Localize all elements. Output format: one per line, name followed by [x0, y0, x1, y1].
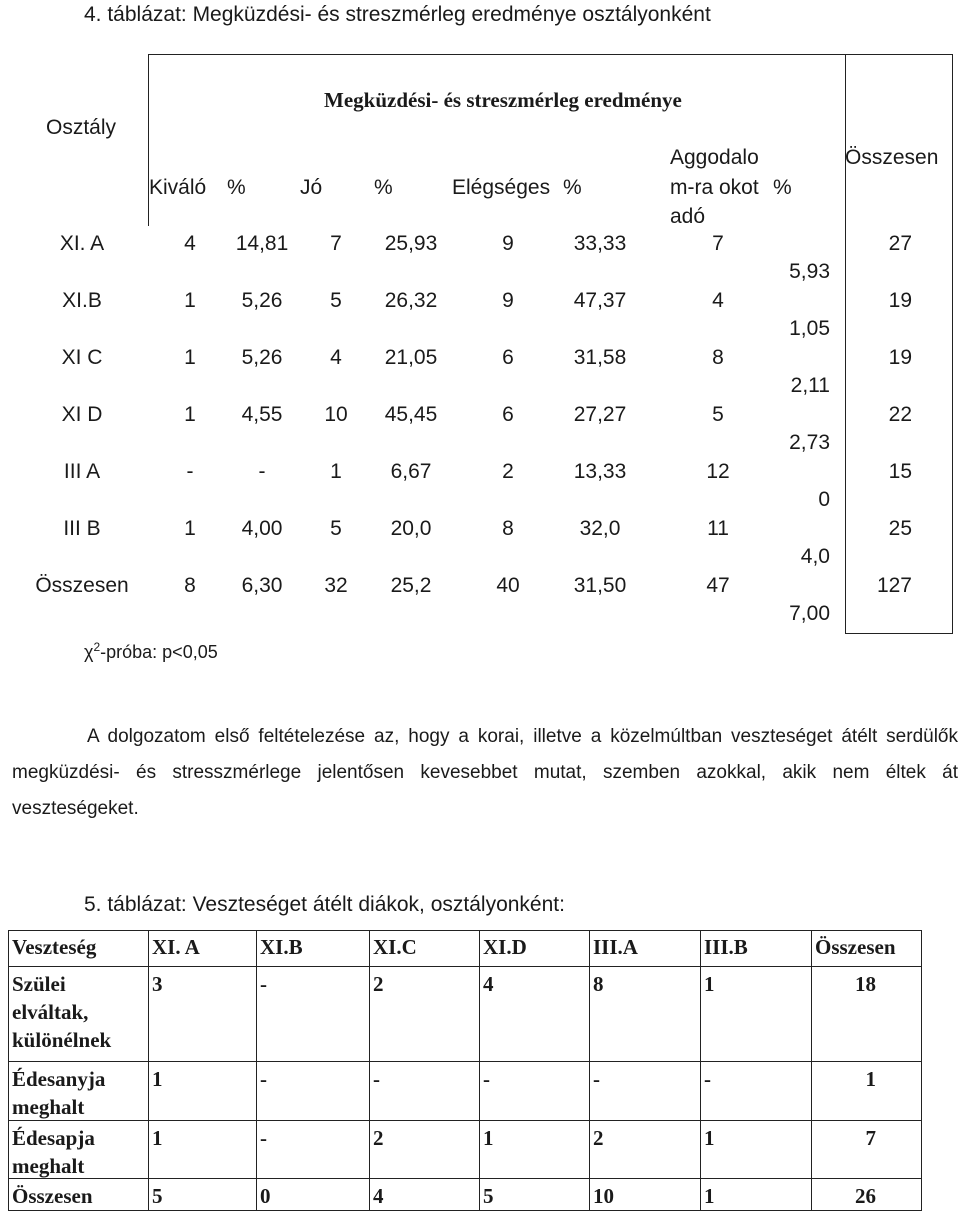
table5-cell: 4 [483, 972, 494, 996]
table4-cell-p1: 4,00 [241, 517, 283, 540]
table5-header-cell: Összesen [815, 935, 896, 959]
table4-cell-c3: 40 [496, 574, 520, 597]
header-worry-line1: Aggodalo [670, 146, 759, 169]
table5-cell: - [593, 1067, 600, 1091]
table5-vline [921, 930, 922, 1211]
table4-cell-c2: 1 [330, 460, 342, 483]
table5-hline [8, 966, 922, 967]
table4-cell-c3: 9 [502, 289, 514, 312]
table5-vline [148, 930, 149, 1211]
table5-cell: 2 [373, 972, 384, 996]
table5-header-cell: XI.B [260, 935, 303, 959]
table5-header-cell: XI.D [483, 935, 527, 959]
table4-cell-c3: 6 [502, 403, 514, 426]
table4-cell-name: XI.B [62, 289, 102, 312]
table4-cell-name: Összesen [35, 574, 129, 597]
table5-cell: 1 [483, 1126, 494, 1150]
table4-border-bottom [845, 633, 953, 634]
table4-cell-c4: 4 [712, 289, 724, 312]
chi-square-note [84, 640, 218, 663]
table4-cell-p3: 33,33 [573, 232, 627, 255]
table5-header-cell: XI.C [373, 935, 417, 959]
table5-cell: - [260, 1126, 267, 1150]
table4-border-left [148, 54, 149, 226]
table4-cell-p2: 45,45 [384, 403, 438, 426]
table5-vline [369, 930, 370, 1211]
table4-cell-c4: 8 [712, 346, 724, 369]
table4-cell-p1: - [258, 460, 266, 483]
table4-cell-c2: 5 [330, 289, 342, 312]
header-pct-worry: % [773, 176, 792, 199]
table4-cell-name: XI D [61, 403, 103, 426]
table4-cell-p3: 47,37 [573, 289, 627, 312]
table4-cell-c1: 4 [184, 232, 196, 255]
table5-row-label: Összesen [12, 1184, 93, 1208]
chi-symbol: χ [84, 642, 94, 662]
table5-hline [8, 1061, 922, 1062]
table4-cell-c3: 2 [502, 460, 514, 483]
table4-cell-p4: 2,11 [790, 374, 830, 397]
table5-vline [256, 930, 257, 1211]
table5-vline [8, 930, 9, 1211]
table4-cell-total: 25 [888, 517, 912, 540]
table5-cell: 1 [152, 1126, 163, 1150]
table4-cell-c4: 47 [706, 574, 730, 597]
body-paragraph [12, 719, 958, 827]
table4-cell-p1: 6,30 [241, 574, 283, 597]
table4-cell-c4: 11 [707, 517, 729, 540]
chi-superscript: 2 [93, 640, 101, 654]
table5-cell: 18 [855, 972, 876, 996]
table4-cell-name: III B [63, 517, 101, 540]
table4-cell-p4: 0 [818, 488, 830, 511]
table4-cell-p4: 7,00 [789, 602, 830, 625]
table4-cell-c2: 7 [330, 232, 342, 255]
table4-cell-c2: 4 [330, 346, 342, 369]
table4-cell-c1: - [186, 460, 194, 483]
table4-cell-name: XI. A [59, 232, 105, 255]
table5-cell: 3 [152, 972, 163, 996]
table4-cell-c3: 8 [502, 517, 514, 540]
table5-hline [8, 930, 922, 931]
table5-header-cell: III.B [704, 935, 748, 959]
table4-cell-p4: 5,93 [789, 260, 830, 283]
table5-cell: 1 [704, 1126, 715, 1150]
table5-cell: 10 [593, 1184, 614, 1208]
table4-border-top [148, 54, 953, 55]
table5-cell: 5 [152, 1184, 163, 1208]
table5-row-label: meghalt [12, 1154, 85, 1178]
table4-divider-total [845, 54, 846, 634]
header-good: Jó [300, 176, 323, 199]
table4-cell-p4: 2,73 [789, 431, 830, 454]
table5-caption: 5. táblázat: Veszteséget átélt diákok, osztályonként: [84, 893, 565, 916]
table5-row-label: Szülei [12, 972, 66, 996]
table4-cell-c4: 12 [706, 460, 730, 483]
chi-text: -próba: p<0,05 [100, 642, 218, 662]
table4-cell-total: 127 [876, 574, 912, 597]
table4-cell-c4: 5 [712, 403, 724, 426]
table4-cell-c1: 1 [184, 289, 196, 312]
table4-cell-p4: 4,0 [800, 545, 830, 568]
table5-cell: - [373, 1067, 380, 1091]
table4-cell-p1: 5,26 [241, 346, 283, 369]
table4-cell-c2: 10 [324, 403, 348, 426]
table4-cell-total: 22 [888, 403, 912, 426]
table5-hline [8, 1210, 922, 1211]
table4-border-right [952, 54, 953, 634]
table4-cell-p2: 25,93 [384, 232, 438, 255]
header-pct-sufficient: % [563, 176, 582, 199]
table5-cell: 1 [704, 972, 715, 996]
table5-header-cell: XI. A [152, 935, 200, 959]
table4-cell-c2: 32 [324, 574, 348, 597]
table4-cell-name: III A [63, 460, 101, 483]
header-worry-line3: adó [670, 205, 706, 228]
table5-row-label: Édesanyja [12, 1067, 106, 1091]
table5-row-label: Édesapja [12, 1126, 95, 1150]
header-group: Megküzdési- és streszmérleg eredménye [324, 88, 682, 112]
table4-caption: 4. táblázat: Megküzdési- és streszmérleg eredménye osztályonként [84, 3, 711, 26]
table5-cell: 1 [865, 1067, 876, 1091]
table4-cell-c3: 6 [502, 346, 514, 369]
table4-cell-p3: 31,50 [573, 574, 627, 597]
table5-cell: 2 [373, 1126, 384, 1150]
table4-cell-c1: 1 [184, 517, 196, 540]
table5-cell: 5 [483, 1184, 494, 1208]
header-excellent: Kiváló [149, 176, 207, 199]
table4-cell-p3: 13,33 [573, 460, 627, 483]
table4-cell-p2: 26,32 [384, 289, 438, 312]
header-pct-good: % [374, 176, 393, 199]
header-worry-line2: m-ra okot [670, 176, 759, 199]
table4-cell-p3: 32,0 [579, 517, 621, 540]
table4-cell-total: 27 [888, 232, 912, 255]
table4-cell-total: 19 [888, 346, 912, 369]
table5-hline [8, 1120, 922, 1121]
table5-cell: 1 [152, 1067, 163, 1091]
table5-vline [479, 930, 480, 1211]
table4-cell-p1: 14,81 [235, 232, 289, 255]
paragraph-text: A dolgozatom első feltételezése az, hogy a korai, illetve a közelmúltban veszteséget átélt serdülők megküzdési- és stresszmérlege jelentősen kevesebbet mutat, szemben azokkal, akik nem éltek át veszteségeket. [12, 726, 958, 819]
table4-cell-p4: 1,05 [789, 317, 830, 340]
header-class: Osztály [46, 116, 117, 139]
table5-header-cell: Veszteség [12, 935, 97, 959]
header-total: Összesen [845, 146, 939, 169]
table5-row-label: különélnek [12, 1028, 112, 1052]
table5-cell: - [260, 972, 267, 996]
table4-cell-p1: 5,26 [241, 289, 283, 312]
table4-cell-p3: 27,27 [573, 403, 627, 426]
table4-cell-p3: 31,58 [573, 346, 627, 369]
table5-cell: 0 [260, 1184, 271, 1208]
table4-cell-p2: 21,05 [384, 346, 438, 369]
table4-cell-c1: 1 [184, 346, 196, 369]
table5-cell: - [483, 1067, 490, 1091]
table4-cell-name: XI C [61, 346, 103, 369]
table5-cell: 4 [373, 1184, 384, 1208]
table5-header-cell: III.A [593, 935, 638, 959]
table5-cell: 2 [593, 1126, 604, 1150]
table5-cell: - [260, 1067, 267, 1091]
table4-cell-c2: 5 [330, 517, 342, 540]
table5-cell: 7 [865, 1126, 876, 1150]
table5-hline [8, 1178, 922, 1179]
table5-cell: 26 [855, 1184, 876, 1208]
table5-vline [589, 930, 590, 1211]
header-pct-excellent: % [227, 176, 246, 199]
table5-cell: 8 [593, 972, 604, 996]
table4-cell-total: 19 [888, 289, 912, 312]
table4-cell-c4: 7 [712, 232, 724, 255]
table5-vline [700, 930, 701, 1211]
header-sufficient: Elégséges [452, 176, 551, 199]
table5-row-label: meghalt [12, 1095, 85, 1119]
table4-cell-total: 15 [888, 460, 912, 483]
table4-cell-c1: 1 [184, 403, 196, 426]
table4-cell-c3: 9 [502, 232, 514, 255]
table4-cell-p2: 20,0 [390, 517, 432, 540]
table4-cell-p1: 4,55 [241, 403, 283, 426]
table4-cell-p2: 6,67 [390, 460, 432, 483]
table5-cell: - [704, 1067, 711, 1091]
table4-cell-c1: 8 [184, 574, 196, 597]
table4-cell-p2: 25,2 [390, 574, 432, 597]
table5-row-label: elváltak, [12, 1000, 89, 1024]
table5-cell: 1 [704, 1184, 715, 1208]
